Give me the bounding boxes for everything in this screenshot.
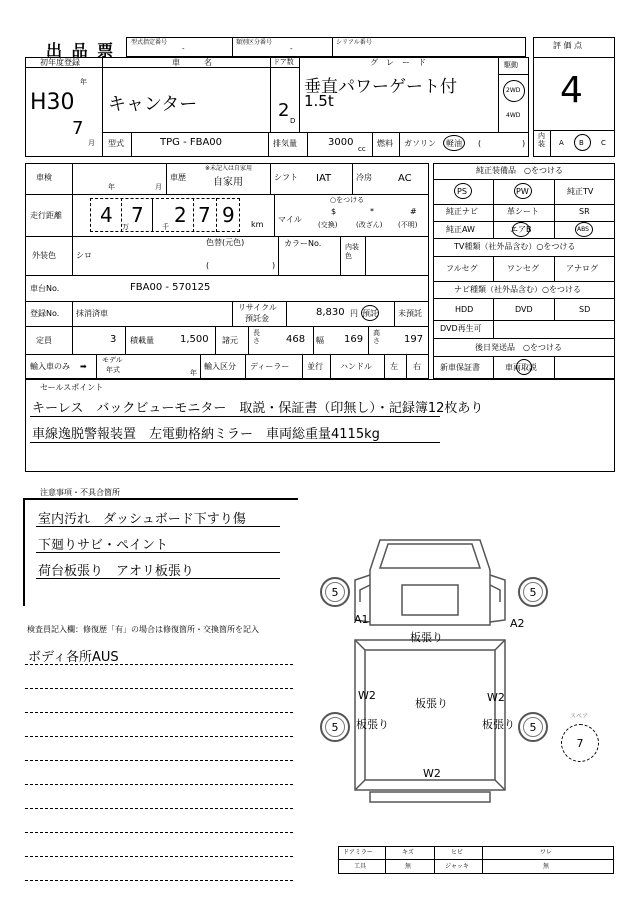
model-label: 型式 (108, 139, 124, 148)
fuel-paren-close: ) (522, 139, 526, 148)
import-handle: ハンドル (340, 362, 372, 371)
width-label: 幅 (316, 336, 324, 345)
first-reg-label: 初年度登録 (40, 58, 80, 67)
mileage-label: 走行距離 (30, 211, 62, 220)
mark-bottom-w2: W2 (423, 767, 441, 780)
class-label: 類別区分番号 (236, 39, 273, 46)
equip-leather[interactable]: 革シート (507, 207, 539, 216)
car-name-label: 車 名 (172, 58, 212, 67)
legend-table (338, 846, 614, 874)
capacity-value: 3 (110, 334, 117, 345)
equip-tv[interactable]: 純正TV (567, 187, 594, 196)
equip-aw[interactable]: 純正AW (446, 225, 475, 234)
mileage-digit-5: 9 (222, 203, 235, 227)
history-label: 車歴 (170, 173, 186, 182)
mileage-man: 万 (122, 223, 129, 231)
recycle-value: 8,830 (316, 307, 345, 318)
mileage-hash[interactable]: # (410, 207, 417, 216)
equip-navi[interactable]: 純正ナビ (446, 207, 478, 216)
mileage-unit: km (251, 220, 264, 229)
notes-label: 注意事項・不具合箇所 (40, 488, 120, 497)
sales-points-line2: 車線逸脱警報装置 左電動格納ミラー 車両総重量4115kg (32, 427, 380, 442)
height-value: 197 (404, 334, 424, 345)
equip-sr[interactable]: SR (579, 207, 590, 216)
spare-tire: 7 (561, 724, 599, 762)
recycle-label-2: 預託金 (245, 314, 269, 323)
mileage-star-sub: (改ざん) (356, 221, 383, 229)
import-right[interactable]: 右 (413, 362, 421, 371)
class-value: - (290, 45, 293, 53)
dims-label: 諸元 (222, 336, 238, 345)
page-title: 出 品 票 (46, 41, 116, 60)
history-value: 自家用 (213, 177, 243, 188)
drive-4wd[interactable]: 4WD (506, 112, 521, 119)
equip-ps[interactable]: PS (457, 187, 467, 196)
recycle-deposited[interactable]: 預託 (362, 309, 378, 318)
tire-rear-left: 5 (320, 712, 350, 742)
inspector-line-1: ボディ各所AUS (28, 650, 119, 665)
inspection-year-unit: 年 (108, 183, 115, 191)
legend-tools-value: 無 (405, 863, 412, 870)
mark-left-w2: W2 (358, 689, 376, 702)
load-value: 1,500 (180, 334, 209, 345)
mileage-circle-note: ○をつける (330, 196, 365, 204)
legend-scratch: キズ (402, 849, 414, 856)
import-parallel[interactable]: 並行 (307, 362, 323, 371)
car-name-value: キャンター (108, 94, 198, 115)
registration-label: 登録No. (30, 309, 60, 318)
import-arrow: ➡ (80, 362, 87, 371)
interior-c[interactable]: C (601, 139, 606, 147)
legend-mirror: ドアミラー (343, 849, 373, 856)
grade-line1: 垂直パワーゲート付 (304, 77, 457, 97)
grade-label: グ レ ー ド (370, 58, 426, 67)
mileage-dollar[interactable]: $ (331, 207, 337, 216)
serial-label: シリアル番号 (336, 39, 372, 46)
import-label: 輸入車のみ (30, 362, 70, 371)
length-label: 長さ (253, 329, 260, 345)
notes-line-3: 荷台板張り アオリ板張り (38, 564, 194, 579)
length-value: 468 (286, 334, 306, 345)
sales-points-label: セールスポイント (40, 383, 104, 392)
later-header: 後日発送品 ○をつける (475, 343, 562, 352)
color-value: シロ (76, 251, 92, 260)
first-reg-year-unit: 年 (80, 78, 87, 86)
inspection-month-unit: 月 (155, 183, 162, 191)
top-strip (126, 37, 526, 57)
mark-a2: A2 (510, 617, 525, 630)
fuel-label: 燃料 (377, 139, 393, 148)
mark-front-board: 板張り (410, 631, 443, 644)
mileage-dollar-sub: (交換) (318, 221, 338, 229)
first-reg-era: H30 (30, 90, 75, 115)
history-note: ※未記入は自家用 (205, 165, 253, 172)
tv-header: TV種類（社外品含む）○をつける (454, 242, 576, 251)
import-left[interactable]: 左 (390, 362, 398, 371)
inspection-label: 車検 (36, 173, 52, 182)
mileage-star[interactable]: * (370, 207, 374, 216)
shift-label: シフト (274, 173, 298, 182)
score-label: 評 価 点 (553, 41, 583, 50)
model-cert-value: - (182, 45, 185, 53)
navi-sd[interactable]: SD (579, 305, 591, 314)
later-manual[interactable]: 車両取説 (505, 363, 537, 372)
equip-airbag[interactable]: エアB (510, 225, 532, 234)
later-warranty[interactable]: 新車保証書 (440, 363, 480, 372)
tv-analog[interactable]: アナログ (566, 264, 598, 273)
mark-right-w2: W2 (487, 691, 505, 704)
import-kubun-label: 輸入区分 (204, 362, 236, 371)
score-value: 4 (560, 70, 583, 111)
navi-hdd[interactable]: HDD (455, 305, 474, 314)
model-value: TPG - FBA00 (160, 137, 223, 148)
color-code-label: カラーNo. (284, 239, 322, 248)
displacement-value: 3000 (328, 137, 354, 148)
width-value: 169 (344, 334, 364, 345)
color-orig-label: 色替(元色) (206, 238, 245, 247)
mark-center-board: 板張り (415, 697, 448, 710)
registration-value: 抹消済車 (76, 309, 108, 318)
interior-b[interactable]: B (579, 139, 584, 147)
mileage-hash-sub: (不明) (398, 221, 418, 229)
legend-tools: 工具 (354, 863, 367, 870)
doors-label: ドア数 (273, 58, 294, 66)
import-dealer[interactable]: ディーラー (250, 362, 290, 371)
tv-oneseg[interactable]: ワンセグ (507, 264, 539, 273)
model-cert-label: 型式指定番号 (131, 39, 168, 46)
interior-a[interactable]: A (559, 139, 564, 147)
legend-jack: ジャッキ (445, 863, 469, 870)
mileage-digit-1: 4 (100, 203, 113, 227)
load-label: 積載量 (130, 336, 154, 345)
capacity-label: 定員 (36, 336, 52, 345)
recycle-unit: 円 (350, 309, 358, 318)
truck-diagram (330, 530, 560, 810)
mileage-digit-3: 2 (174, 203, 187, 227)
recycle-not-deposited[interactable]: 未預託 (398, 309, 422, 318)
inspector-label: 検査員記入欄：修復歴「有」の場合は修復箇所・交換箇所を記入 (27, 625, 259, 634)
color-label: 外装色 (32, 251, 56, 260)
chassis-label: 車台No. (30, 284, 60, 293)
model-year-label-2: 年式 (106, 366, 120, 374)
drive-2wd[interactable]: 2WD (506, 87, 521, 94)
legend-crack: ヒビ (451, 849, 464, 856)
interior-label: 内装 (538, 132, 545, 148)
color-paren-close: ) (272, 261, 276, 270)
doors-sub: D (290, 117, 296, 125)
equipment-header: 純正装備品 ○をつける (476, 166, 563, 175)
interior-color-label: 内装色 (345, 243, 359, 261)
tire-rear-right: 5 (518, 712, 548, 742)
mileage-mile[interactable]: マイル (278, 215, 302, 224)
drive-label: 駆動 (504, 61, 518, 69)
displacement-label: 排気量 (273, 139, 297, 148)
mark-a1: A1 (354, 613, 369, 626)
color-paren-open: ( (206, 261, 210, 270)
grade-line2: 1.5t (304, 92, 334, 110)
notes-line-1: 室内汚れ ダッシュボード下すり傷 (38, 512, 246, 527)
doors-value: 2 (278, 100, 290, 121)
notes-line-2: 下廻りサビ・ペイント (38, 538, 169, 553)
equip-abs[interactable]: ABS (577, 226, 589, 233)
shift-value: IAT (316, 173, 332, 184)
first-reg-month: 7 (72, 118, 84, 139)
fuel-diesel[interactable]: 軽油 (446, 139, 462, 148)
chassis-value: FBA00 - 570125 (130, 282, 211, 293)
legend-jack-value: 無 (543, 863, 550, 870)
spare-label: スペア (570, 713, 589, 720)
mark-left-board: 板張り (356, 718, 389, 731)
navi-dvd[interactable]: DVD (515, 305, 533, 314)
mark-right-board: 板張り (482, 718, 515, 731)
tire-front-left: 5 (320, 577, 350, 607)
ac-value: AC (398, 173, 412, 184)
model-year-label-1: モデル (102, 356, 123, 364)
tv-fullseg[interactable]: フルセグ (446, 264, 478, 273)
height-label: 高さ (373, 329, 380, 345)
recycle-label-1: リサイクル (238, 303, 277, 312)
first-reg-month-unit: 月 (88, 139, 95, 147)
navi-header: ナビ種類（社外品含む）○をつける (454, 285, 581, 294)
sales-points-line1: キーレス バックビューモニター 取説・保証書（印無し）・記録簿12枚あり (32, 401, 484, 416)
mileage-digit-4: 7 (198, 203, 211, 227)
ac-label: 冷房 (356, 173, 372, 182)
equip-pw[interactable]: PW (516, 187, 529, 196)
model-year-unit: 年 (190, 369, 197, 377)
tire-front-right: 5 (518, 577, 548, 607)
mileage-sen: 千 (162, 223, 169, 231)
mileage-digit-2: 7 (131, 203, 144, 227)
fuel-gasoline[interactable]: ガソリン (404, 139, 436, 148)
fuel-paren-open: ( (478, 139, 482, 148)
legend-break: ワレ (540, 849, 553, 856)
displacement-unit: cc (358, 145, 366, 153)
dvd-playback[interactable]: DVD再生可 (440, 324, 482, 333)
